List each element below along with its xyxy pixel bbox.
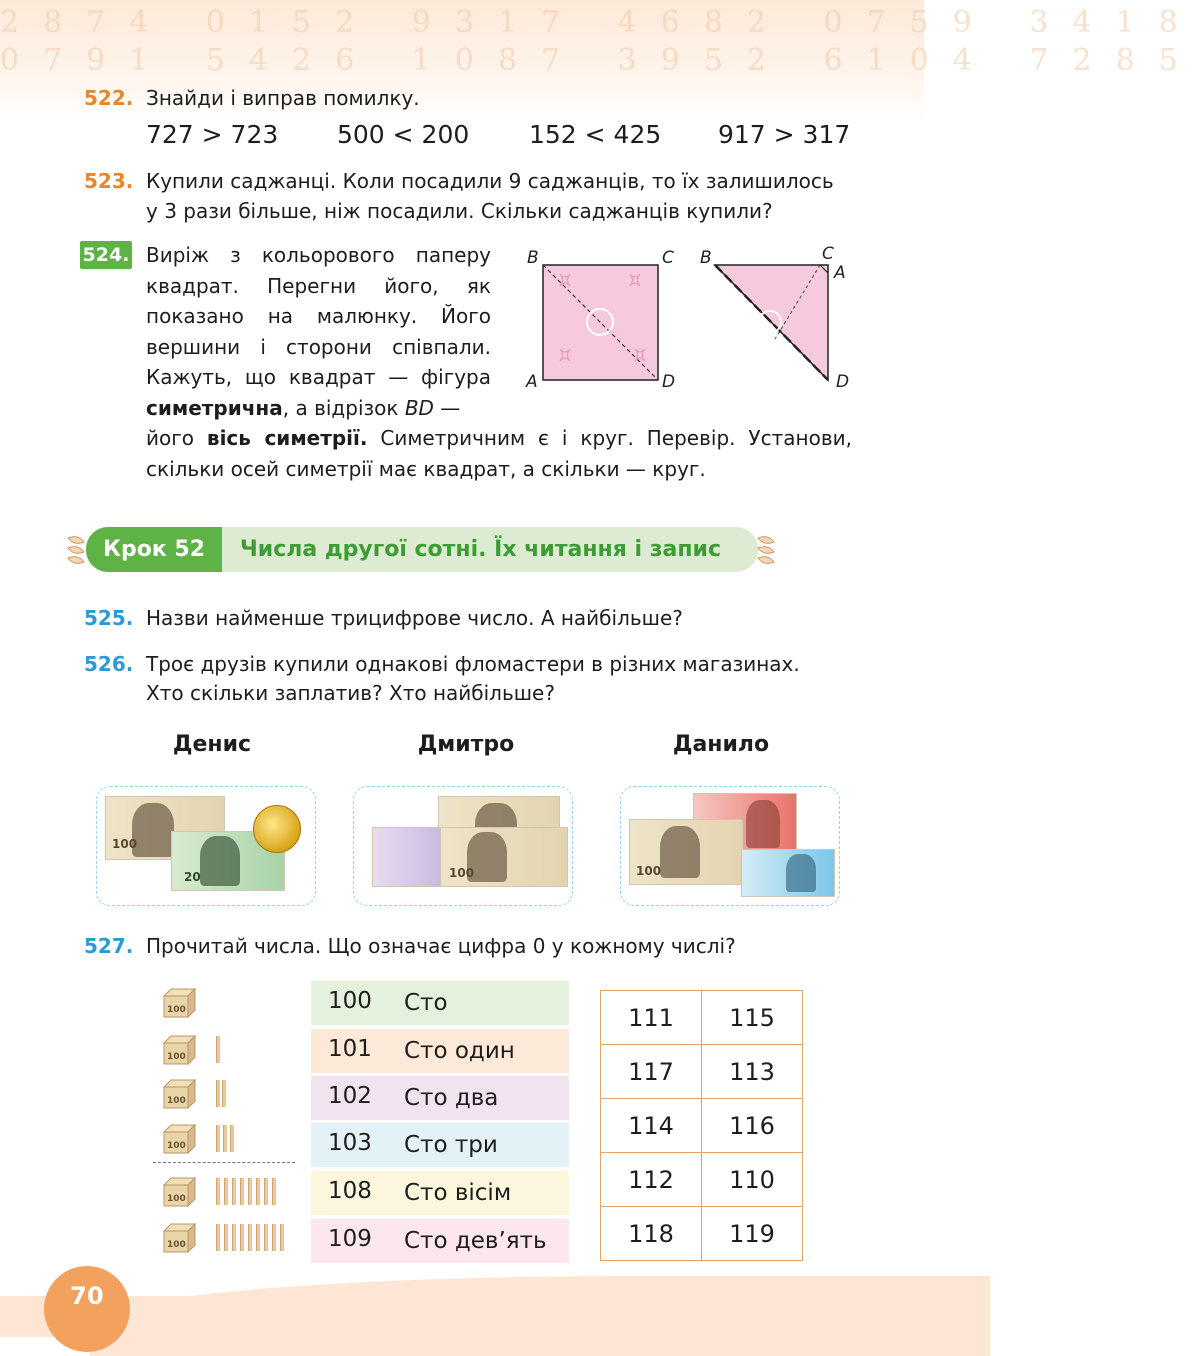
vertex-label-a: A [526,372,538,392]
number-row [311,981,569,1025]
banknote-100 [629,819,743,885]
unit-sticks [216,1176,278,1207]
bill-value: 100 [449,866,475,880]
bill-value: 100 [112,837,138,851]
vertex-label-a: A [834,263,846,283]
inequality: 152 < 425 [529,120,662,149]
row-number: 100 [328,988,372,1014]
banknote-blue [741,849,835,897]
cube-label: 100 [167,1096,186,1106]
row-number: 109 [328,1226,372,1252]
grid-cell: 115 [702,991,803,1045]
text-fragment: Симетричним є і круг. Перевір. Установи, [367,426,852,450]
task-526-line2: Хто скільки заплатив? Хто найбільше? [146,681,555,705]
hundred-cube-icon [162,1078,197,1109]
grid-cell: 117 [601,1045,702,1099]
unit-sticks [216,1078,232,1109]
number-row [311,1123,569,1167]
hundred-cube-icon [162,987,197,1018]
inequality: 500 < 200 [337,120,470,149]
task-number-524: 524. [80,241,132,269]
grid-cell: 113 [702,1045,803,1099]
coin-icon [253,805,301,853]
text-line: квадрат. Перегни його, як [146,273,491,298]
row-number: 108 [328,1178,372,1204]
vertex-label-d: D [836,372,850,392]
vertex-label-b: B [527,248,539,268]
inequality: 727 > 723 [146,120,279,149]
square-fold-illustration [520,244,860,394]
money-set-danylo [620,786,840,906]
cube-label: 100 [167,1141,186,1151]
grid-cell: 114 [601,1099,702,1153]
task-523-line2: у 3 рази більше, ніж посадили. Скільки саджанців купили? [146,199,773,223]
task-527-text: Прочитай числа. Що означає цифра 0 у кожному числі? [146,934,736,958]
inequality: 917 > 317 [718,120,851,149]
vertex-label-c: C [822,244,834,264]
footer-wave [90,1276,990,1356]
bill-value: 20 [184,870,201,884]
banknote-purple [372,827,444,887]
vertex-label-c: C [662,248,674,268]
task-523-line1: Купили саджанці. Коли посадили 9 саджанців, то їх залишилось [146,169,834,193]
friend-name-denys: Денис [172,732,252,757]
unit-sticks [216,1123,238,1154]
grid-cell: 119 [702,1207,803,1261]
row-number: 103 [328,1130,372,1156]
row-words: Сто два [404,1085,499,1111]
number-row [311,1171,569,1215]
vertex-label-b: B [700,248,712,268]
task-number-526: 526. [84,652,134,676]
row-words: Сто [404,990,448,1016]
number-row [311,1219,569,1263]
section-step-label: Крок 52 [86,527,222,572]
bold-term: вісь симетрії. [206,426,368,450]
friend-name-dmytro: Дмитро [417,732,515,757]
decorative-scroll-icon [754,532,778,566]
grid-cell: 112 [601,1153,702,1207]
money-set-denys [96,786,316,906]
row-words: Сто вісім [404,1180,512,1206]
unit-sticks [216,1034,226,1065]
vertex-label-d: D [662,372,676,392]
text-line: показано на малюнку. Його [146,304,491,328]
unit-sticks [216,1222,286,1253]
task-number-525: 525. [84,606,134,630]
grid-cell: 118 [601,1207,702,1261]
hundred-cube-icon [162,1222,197,1253]
row-words: Сто дев’ять [404,1228,547,1254]
number-row [311,1029,569,1073]
row-number: 102 [328,1083,372,1109]
task-526-line1: Троє друзів купили однакові фломастери в різних магазинах. [146,652,800,676]
text-fragment: , а відрізок [282,395,405,420]
banknote-100 [440,827,568,887]
task-525-text: Назви найменше трицифрове число. А найбільше? [146,606,683,630]
decorative-digits: 2874 0152 9317 4682 0759 3418 0791 5426 1087 3952 6104 7285 [0,5,1202,78]
hundred-cube-icon [162,1176,197,1207]
text-line [146,393,491,424]
task-522-text: Знайди і виправ помилку. [146,86,420,110]
cube-label: 100 [167,1005,186,1015]
section-title: Числа другої сотні. Їх читання і запис [240,537,722,562]
grid-cell: 110 [702,1153,803,1207]
row-words: Сто три [404,1132,498,1158]
grid-cell: 111 [601,991,702,1045]
task-number-523: 523. [84,169,134,193]
bill-value: 100 [636,864,662,878]
cube-label: 100 [167,1052,186,1062]
row-words: Сто один [404,1038,515,1064]
text-line: Кажуть, що квадрат — фігура [146,365,491,389]
text-line: Виріж з кольорового паперу [146,243,491,267]
bold-term: симетрична [146,395,283,420]
task-number-527: 527. [84,934,134,958]
text-line: скільки осей симетрії має квадрат, а скільки — круг. [146,456,706,481]
task-number-522: 522. [84,86,134,110]
task-524-continuation [146,423,852,484]
hundred-cube-icon [162,1123,197,1154]
money-set-dmytro [353,786,573,906]
numbers-grid [600,990,803,1261]
cube-label: 100 [167,1194,186,1204]
text-line [146,423,852,454]
friend-name-danylo: Данило [672,732,770,757]
number-row [311,1076,569,1120]
divider-line [153,1162,295,1163]
row-number: 101 [328,1036,372,1062]
text-line: вершини і сторони співпали. [146,334,491,359]
text-fragment: його [146,426,207,450]
italic-term: BD [404,395,434,420]
text-fragment: — [433,395,461,420]
task-524-paragraph [146,240,491,423]
decorative-scroll-icon [64,532,88,566]
hundred-cube-icon [162,1034,197,1065]
cube-label: 100 [167,1240,186,1250]
page-number: 70 [44,1266,130,1352]
grid-cell: 116 [702,1099,803,1153]
